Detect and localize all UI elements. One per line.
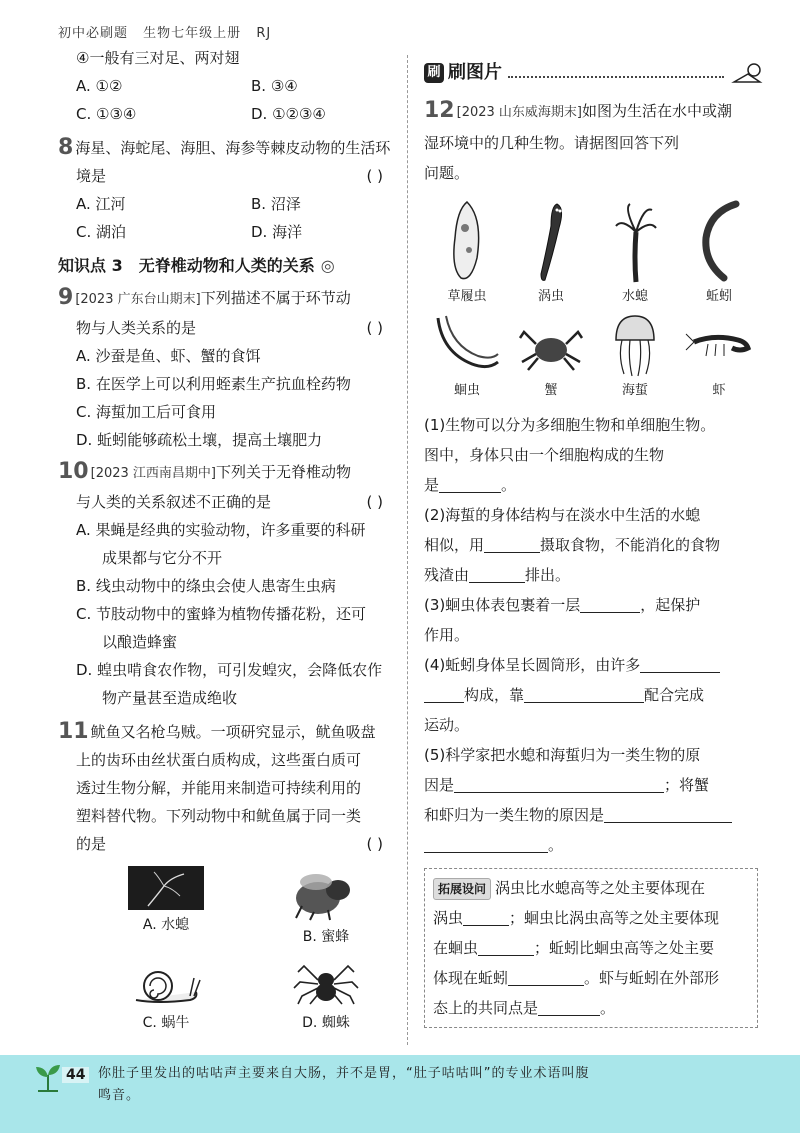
extension-line-2a: 涡虫 bbox=[433, 909, 464, 927]
paramecium-icon bbox=[447, 198, 487, 284]
q9-source: [2023 广东台山期末] bbox=[75, 292, 201, 307]
spider-icon bbox=[288, 958, 364, 1008]
extension-line-1: 涡虫比水螅高等之处主要体现在 bbox=[495, 879, 706, 897]
roundworm-icon bbox=[432, 312, 502, 378]
extension-line-5a: 态上的共同点是 bbox=[433, 999, 539, 1017]
q12-p2-blank-2[interactable] bbox=[469, 564, 525, 583]
question-12 bbox=[424, 96, 764, 1028]
section-heading bbox=[424, 58, 764, 88]
q10-text-2: 与人类的关系叙述不正确的是 bbox=[76, 493, 272, 511]
q7-option-d[interactable]: D. ①②③④ bbox=[251, 105, 326, 123]
q9-option-b[interactable]: B. 在医学上可以利用蛭素生产抗血栓药物 bbox=[76, 375, 351, 393]
q10-number: 10 bbox=[58, 459, 89, 484]
extension-line-2b: ；蛔虫比涡虫高等之处主要体现 bbox=[509, 909, 720, 927]
extension-line-3b: ；蚯蚓比蛔虫高等之处主要 bbox=[534, 939, 715, 957]
q12-p1-blank[interactable] bbox=[439, 474, 501, 493]
left-column bbox=[58, 44, 393, 1034]
section-dotted-line bbox=[508, 68, 724, 78]
page-number: 44 bbox=[62, 1067, 89, 1083]
q10-option-d-line-1: D. 蝗虫啃食农作物，可引发蝗灾，会降低农作 bbox=[76, 661, 383, 679]
extension-question-box bbox=[424, 868, 758, 1028]
q9-answer-paren[interactable]: ( ) bbox=[366, 319, 383, 337]
sprout-icon bbox=[34, 1063, 62, 1093]
q12-p2-line-3b: 排出。 bbox=[525, 566, 571, 584]
q9-number: 9 bbox=[58, 285, 74, 310]
q12-p5-blank-2b[interactable] bbox=[424, 834, 548, 853]
q9-text-1: 下列描述不属于环节动 bbox=[200, 289, 351, 307]
q12-p2-line-3a: 残渣由 bbox=[424, 566, 470, 584]
hydra-photo-icon bbox=[128, 866, 204, 910]
snail-icon bbox=[128, 958, 204, 1008]
q12-p2-line-2b: 摄取食物，不能消化的食物 bbox=[540, 536, 721, 554]
q9-option-c[interactable]: C. 海蜇加工后可食用 bbox=[76, 403, 217, 421]
q12-text-2: 湿环境中的几种生物。请据图回答下列 bbox=[424, 134, 680, 152]
book-title: 初中必刷题 bbox=[58, 26, 129, 41]
q11-line-2: 上的齿环由丝状蛋白质构成，这些蛋白质可 bbox=[76, 751, 362, 769]
q8-answer-paren[interactable]: ( ) bbox=[366, 167, 383, 185]
organism-paramecium bbox=[428, 198, 506, 306]
question-8 bbox=[58, 134, 393, 246]
q8-options bbox=[58, 190, 393, 246]
jellyfish-icon bbox=[600, 312, 670, 378]
q12-p2-line-2a: 相似，用 bbox=[424, 536, 485, 554]
q12-p5-end: 。 bbox=[548, 836, 564, 854]
organism-label-hydra: 水螅 bbox=[621, 289, 648, 304]
extension-line-4b: 。虾与蚯蚓在外部形 bbox=[584, 969, 720, 987]
q8-number: 8 bbox=[58, 135, 74, 160]
q12-p4-line-3: 运动。 bbox=[424, 716, 470, 734]
q10-option-c[interactable] bbox=[58, 600, 393, 628]
q12-p2-blank-1[interactable] bbox=[484, 534, 540, 553]
q8-option-d[interactable]: D. 海洋 bbox=[251, 223, 303, 241]
grade-label: 生物七年级上册 bbox=[143, 26, 242, 41]
page-footer-tip-bar bbox=[0, 1055, 800, 1133]
q11-answer-paren[interactable]: ( ) bbox=[366, 835, 383, 853]
kp3-title: 知识点 3 无脊椎动物和人类的关系 bbox=[58, 256, 315, 275]
q11-option-c-label: C. 蜗牛 bbox=[142, 1015, 190, 1031]
extension-blank-3[interactable] bbox=[508, 967, 584, 986]
extension-line-4a: 体现在蚯蚓 bbox=[433, 969, 509, 987]
page-header bbox=[58, 22, 281, 41]
q12-p4-blank-2[interactable] bbox=[524, 684, 644, 703]
q12-p5-line-3: 和虾归为一类生物的原因是 bbox=[424, 806, 605, 824]
q12-p1-line-3: 是 bbox=[424, 476, 440, 494]
right-column bbox=[424, 58, 764, 1028]
hydra-icon bbox=[610, 198, 660, 284]
q7-item-4: ④一般有三对足、两对翅 bbox=[76, 49, 240, 67]
q12-p5-line-2a: 因是 bbox=[424, 776, 455, 794]
question-9 bbox=[58, 284, 393, 454]
q12-part-2 bbox=[424, 500, 764, 590]
q12-p5-line-1: (5)科学家把水螅和海蜇归为一类生物的原 bbox=[424, 746, 701, 764]
q10-option-c-line-2: 以酿造蜂蜜 bbox=[102, 633, 178, 651]
q7-option-a[interactable]: A. ①② bbox=[76, 77, 123, 95]
q9-option-d[interactable]: D. 蚯蚓能够疏松土壤，提高土壤肥力 bbox=[76, 431, 323, 449]
q7-options bbox=[58, 72, 393, 128]
q7-option-b[interactable]: B. ③④ bbox=[251, 77, 298, 95]
q8-option-a[interactable]: A. 江河 bbox=[76, 195, 126, 213]
q8-text-2: 境是 bbox=[76, 167, 107, 185]
organism-label-paramecium: 草履虫 bbox=[447, 289, 487, 304]
q12-p4-blank-1b[interactable] bbox=[424, 684, 464, 703]
fun-fact-tip bbox=[98, 1063, 738, 1107]
reading-mascot-icon bbox=[730, 60, 764, 86]
q8-option-b[interactable]: B. 沼泽 bbox=[251, 195, 301, 213]
q12-p3-line-1a: (3)蛔虫体表包裹着一层 bbox=[424, 596, 581, 614]
extension-line-5b: 。 bbox=[600, 999, 616, 1017]
q12-p5-blank-1[interactable] bbox=[454, 774, 664, 793]
q11-image-options bbox=[58, 866, 393, 1034]
q12-p1-line-2: 图中，身体只由一个细胞构成的生物 bbox=[424, 446, 665, 464]
extension-line-3a: 在蛔虫 bbox=[433, 939, 479, 957]
crab-icon bbox=[516, 312, 586, 378]
organism-hydra bbox=[596, 198, 674, 306]
q8-option-c[interactable]: C. 湖泊 bbox=[76, 223, 127, 241]
q12-p2-line-1: (2)海蜇的身体结构与在淡水中生活的水螅 bbox=[424, 506, 701, 524]
planarian-icon bbox=[531, 198, 571, 284]
organism-label-roundworm: 蛔虫 bbox=[453, 383, 480, 398]
q12-p5-line-2b: ；将蟹 bbox=[664, 776, 710, 794]
q12-part-4 bbox=[424, 650, 764, 740]
q10-option-c-line-1: C. 节肢动物中的蜜蜂为植物传播花粉，还可 bbox=[76, 605, 367, 623]
q12-p3-line-1b: ，起保护 bbox=[640, 596, 701, 614]
q12-p1-end: 。 bbox=[501, 476, 517, 494]
q12-text-3: 问题。 bbox=[424, 164, 470, 182]
q11-option-b[interactable] bbox=[246, 866, 406, 948]
q7-option-c[interactable]: C. ①③④ bbox=[76, 105, 137, 123]
q11-option-c[interactable] bbox=[86, 958, 246, 1034]
organism-crab bbox=[512, 312, 590, 400]
tip-line-1: 你肚子里发出的咕咕声主要来自大肠，并不是胃，“肚子咕咕叫”的专业术语叫腹 bbox=[98, 1066, 590, 1081]
q11-line-5: 的是 bbox=[76, 835, 107, 853]
q11-option-a-label: A. 水螅 bbox=[142, 917, 190, 933]
q11-option-b-label: B. 蜜蜂 bbox=[302, 929, 350, 945]
q11-line-4: 塑料替代物。下列动物中和鱿鱼属于同一类 bbox=[76, 807, 362, 825]
organism-label-jellyfish: 海蜇 bbox=[621, 383, 648, 398]
organism-earthworm bbox=[680, 198, 758, 306]
organism-figure bbox=[428, 198, 764, 400]
earthworm-icon bbox=[694, 198, 744, 284]
organism-jellyfish bbox=[596, 312, 674, 400]
q10-option-d-line-2: 物产量甚至造成绝收 bbox=[102, 689, 238, 707]
shrimp-icon bbox=[684, 312, 754, 378]
q10-option-d[interactable] bbox=[58, 656, 393, 684]
q9-option-a[interactable]: A. 沙蚕是鱼、虾、蟹的食饵 bbox=[76, 347, 261, 365]
q11-option-d-label: D. 蜘蛛 bbox=[302, 1015, 350, 1031]
section-title: 刷图片 bbox=[448, 62, 502, 83]
q12-number: 12 bbox=[424, 98, 455, 123]
organism-planarian bbox=[512, 198, 590, 306]
q10-option-b[interactable]: B. 线虫动物中的绦虫会使人患寄生虫病 bbox=[76, 577, 336, 595]
organism-label-earthworm: 蚯蚓 bbox=[705, 289, 732, 304]
extension-tag: 拓展设问 bbox=[433, 878, 491, 900]
q10-option-a-line-2: 成果都与它分不开 bbox=[102, 549, 223, 567]
q12-source: [2023 山东威海期末] bbox=[456, 105, 582, 120]
q12-p4-line-2a: 构成，靠 bbox=[464, 686, 525, 704]
q11-option-a[interactable] bbox=[86, 866, 246, 948]
extension-blank-2[interactable] bbox=[478, 937, 534, 956]
q10-answer-paren[interactable]: ( ) bbox=[366, 493, 383, 511]
q12-part-3 bbox=[424, 590, 764, 650]
q12-text-1: 如图为生活在水中或潮 bbox=[582, 102, 733, 120]
q10-option-a[interactable] bbox=[58, 516, 393, 544]
q12-part-5 bbox=[424, 740, 764, 860]
question-11 bbox=[58, 718, 393, 1034]
q12-p3-blank[interactable] bbox=[580, 594, 640, 613]
q10-text-1: 下列关于无脊椎动物 bbox=[216, 463, 352, 481]
q12-p3-line-2: 作用。 bbox=[424, 626, 470, 644]
q12-p4-line-2b: 配合完成 bbox=[644, 686, 705, 704]
q9-text-2: 物与人类关系的是 bbox=[76, 319, 197, 337]
q10-source: [2023 江西南昌期中] bbox=[90, 466, 216, 481]
organism-label-planarian: 涡虫 bbox=[537, 289, 564, 304]
organism-roundworm bbox=[428, 312, 506, 400]
q12-p4-line-1: (4)蚯蚓身体呈长圆筒形，由许多 bbox=[424, 656, 641, 674]
q11-line-1: 鱿鱼又名枪乌贼。一项研究显示，鱿鱼吸盘 bbox=[90, 723, 376, 741]
tip-line-2: 鸣音。 bbox=[98, 1088, 141, 1103]
q11-number: 11 bbox=[58, 719, 89, 744]
q12-part-1 bbox=[424, 410, 764, 500]
extension-blank-4[interactable] bbox=[538, 997, 600, 1016]
knowledge-point-3-heading bbox=[58, 252, 393, 280]
organism-shrimp bbox=[680, 312, 758, 400]
q8-text-1: 海星、海蛇尾、海胆、海参等棘皮动物的生活环 bbox=[75, 139, 391, 157]
q11-line-3: 透过生物分解，并能用来制造可持续利用的 bbox=[76, 779, 362, 797]
edition-label: RJ bbox=[256, 26, 272, 41]
target-icon: ◎ bbox=[320, 256, 335, 275]
question-10 bbox=[58, 458, 393, 712]
organism-label-crab: 蟹 bbox=[544, 383, 558, 398]
q10-option-a-line-1: A. 果蝇是经典的实验动物，许多重要的科研 bbox=[76, 521, 366, 539]
q12-p5-blank-2a[interactable] bbox=[604, 804, 732, 823]
q11-option-d[interactable] bbox=[246, 958, 406, 1034]
bee-photo-icon bbox=[288, 866, 364, 922]
organism-label-shrimp: 虾 bbox=[712, 383, 726, 398]
brush-logo-icon: 刷 bbox=[424, 63, 444, 83]
q12-p1-line-1: (1)生物可以分为多细胞生物和单细胞生物。 bbox=[424, 416, 716, 434]
extension-blank-1[interactable] bbox=[463, 907, 509, 926]
q12-p4-blank-1a[interactable] bbox=[640, 654, 720, 673]
